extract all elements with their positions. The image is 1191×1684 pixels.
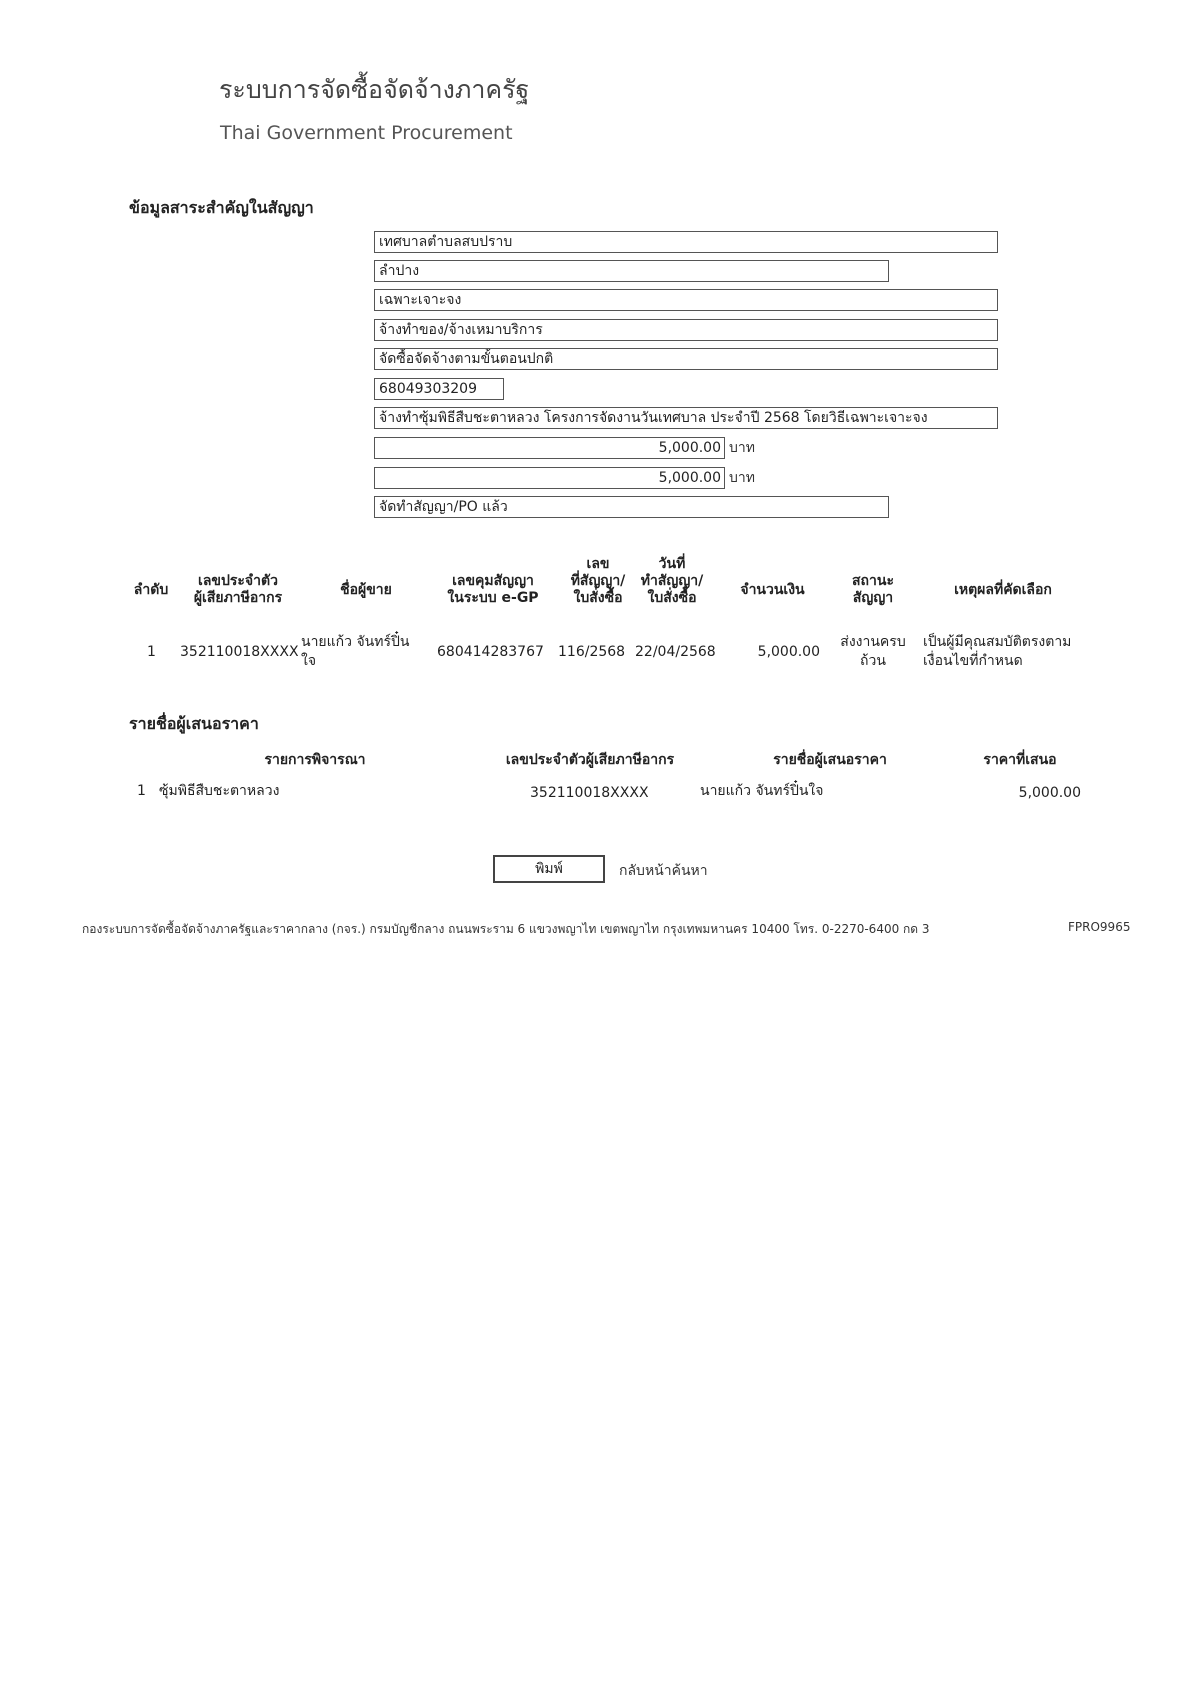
- cell-amount: 5,000.00: [757, 644, 820, 660]
- cell-selection-reason: เป็นผู้มีคุณสมบัติตรงตาม เงื่อนไขที่กำหนด: [923, 634, 1072, 669]
- brand-title-th: ระบบการจัดซื้อจัดจ้างภาครัฐ: [219, 75, 530, 104]
- contract-summary-title: ข้อมูลสาระสำคัญในสัญญา: [129, 198, 314, 217]
- th-bidder-tax-id: เลขประจำตัวผู้เสียภาษีอากร: [505, 752, 675, 768]
- print-button[interactable]: พิมพ์: [493, 855, 605, 883]
- th-contract-status: สถานะ สัญญา: [852, 573, 894, 606]
- th-offer-price: ราคาที่เสนอ: [983, 752, 1057, 768]
- field-value-box: ลำปาง: [374, 260, 889, 282]
- bidder-tax-id: 352110018XXXX: [530, 785, 649, 801]
- back-to-search-link[interactable]: กลับหน้าค้นหา: [619, 863, 708, 879]
- field-value-box: จ้างทำซุ้มพิธีสืบชะตาหลวง โครงการจัดงานวันเทศบาล ประจำปี 2568 โดยวิธีเฉพาะเจาะจง: [374, 407, 998, 429]
- field-value-box: เฉพาะเจาะจง: [374, 289, 998, 311]
- cell-tax-id: 352110018XXXX: [180, 644, 299, 660]
- th-sequence: ลำดับ: [133, 582, 169, 598]
- th-tax-id: เลขประจำตัว ผู้เสียภาษีอากร: [193, 573, 283, 606]
- field-value-box: จ้างทำของ/จ้างเหมาบริการ: [374, 319, 998, 341]
- form-code: FPRO9965: [1068, 920, 1131, 934]
- field-value-box: 68049303209: [374, 378, 504, 400]
- th-egp-number: เลขคุมสัญญา ในระบบ e-GP: [447, 573, 539, 606]
- cell-egp-number: 680414283767: [437, 644, 544, 660]
- cell-contract-number: 116/2568: [558, 644, 626, 660]
- cell-vendor: นายแก้ว จันทร์ปิ๋น ใจ: [301, 634, 410, 669]
- bidders-section-title: รายชื่อผู้เสนอราคา: [129, 714, 259, 733]
- cell-contract-date: 22/04/2568: [635, 644, 716, 660]
- cell-contract-status: ส่งงานครบ ถ้วน: [840, 634, 906, 669]
- bidder-item: ซุ้มพิธีสืบชะตาหลวง: [159, 783, 280, 799]
- field-value-box: 5,000.00: [374, 467, 725, 489]
- field-value-box: จัดทำสัญญา/PO แล้ว: [374, 496, 889, 518]
- th-vendor: ชื่อผู้ขาย: [340, 582, 392, 598]
- bidder-offer-price: 5,000.00: [1018, 785, 1081, 801]
- bidder-name: นายแก้ว จันทร์ปิ๋นใจ: [700, 783, 824, 799]
- th-amount: จำนวนเงิน: [740, 582, 805, 598]
- th-item: รายการพิจารณา: [264, 752, 366, 768]
- field-value-box: เทศบาลตำบลสบปราบ: [374, 231, 998, 253]
- currency-unit: บาท: [729, 440, 755, 456]
- bidder-sequence: 1: [137, 783, 146, 799]
- footer-address: กองระบบการจัดซื้อจัดจ้างภาครัฐและราคากลาง (กจร.) กรมบัญชีกลาง ถนนพระราม 6 แขวงพญาไท เขตพญาไท กรุงเทพมหานคร 10400 โทร. 0-2270-6400 กด 3: [82, 922, 930, 936]
- th-selection-reason: เหตุผลที่คัดเลือก: [954, 582, 1052, 598]
- brand-title-en: Thai Government Procurement: [220, 122, 513, 144]
- th-bidder-name: รายชื่อผู้เสนอราคา: [773, 752, 887, 768]
- th-contract-number: เลข ที่สัญญา/ ใบสั่งซื้อ: [570, 556, 626, 606]
- currency-unit: บาท: [729, 470, 755, 486]
- cell-sequence: 1: [147, 644, 156, 660]
- field-value-box: 5,000.00: [374, 437, 725, 459]
- field-value-box: จัดซื้อจัดจ้างตามขั้นตอนปกติ: [374, 348, 998, 370]
- th-contract-date: วันที่ ทำสัญญา/ ใบสั่งซื้อ: [640, 556, 704, 606]
